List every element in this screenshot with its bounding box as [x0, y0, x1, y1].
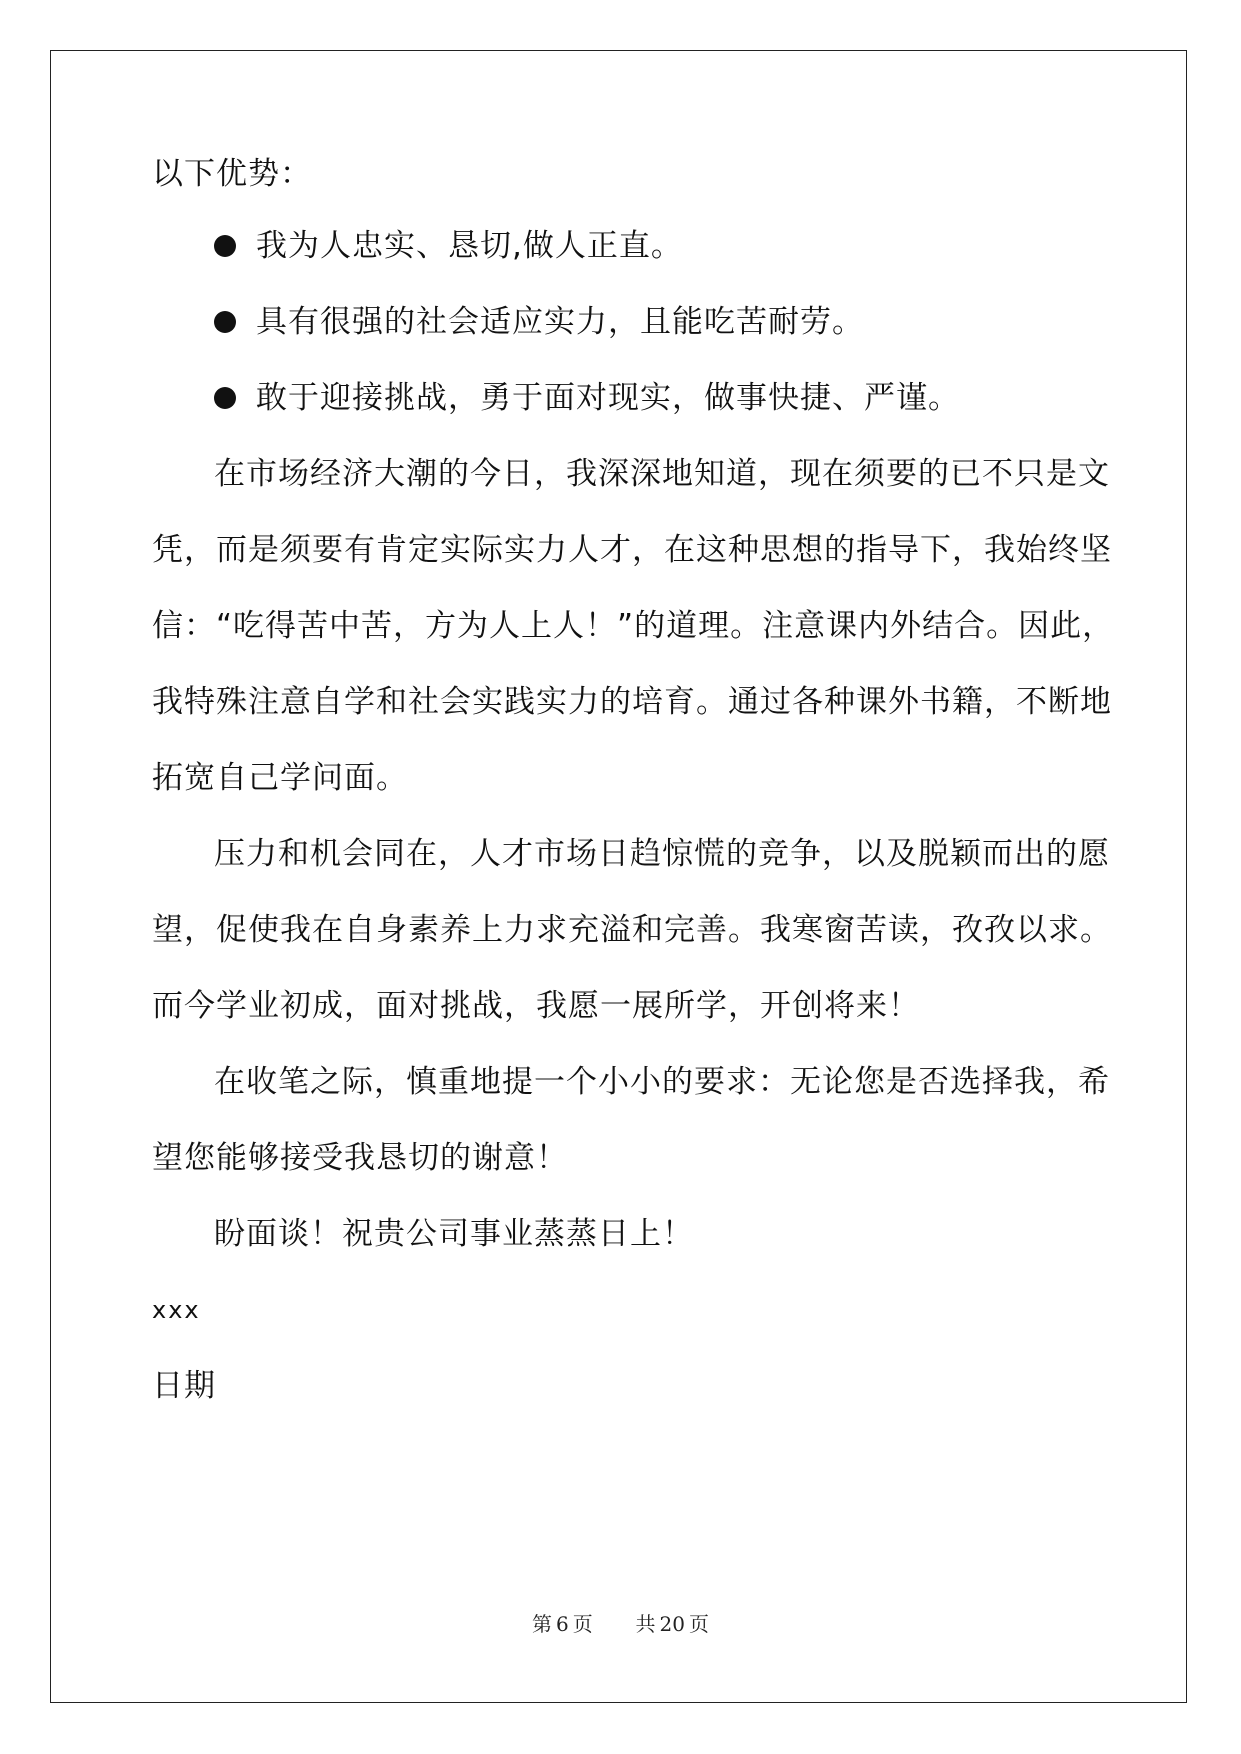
paragraph-line: 拓宽自己学问面。 [152, 760, 408, 796]
paragraph-line: 我特殊注意自学和社会实践实力的培育。通过各种课外书籍，不断地 [152, 684, 1112, 720]
total-suffix: 页 [688, 1612, 709, 1636]
bullet-dot-icon [214, 235, 236, 257]
intro-line: 以下优势： [152, 156, 312, 192]
page-footer [0, 1608, 1241, 1637]
page-number: 6 [556, 1612, 569, 1636]
page-prefix: 第 [532, 1612, 553, 1636]
closing-line: 盼面谈！祝贵公司事业蒸蒸日上！ [214, 1216, 694, 1252]
total-prefix: 共 [635, 1612, 656, 1636]
paragraph-line: 压力和机会同在，人才市场日趋惊慌的竞争，以及脱颖而出的愿 [214, 836, 1110, 872]
signature: xxx [152, 1296, 201, 1324]
bullet-text: 我为人忠实、恳切,做人正直。 [256, 228, 683, 264]
paragraph-line: 而今学业初成，面对挑战，我愿一展所学，开创将来！ [152, 988, 920, 1024]
bullet-item [214, 226, 683, 266]
page-border [50, 50, 1187, 1703]
paragraph-line: 信：“吃得苦中苦，方为人上人！”的道理。注意课内外结合。因此， [152, 608, 1115, 644]
paragraph-line: 凭，而是须要有肯定实际实力人才，在这种思想的指导下，我始终坚 [152, 532, 1112, 568]
bullet-item [214, 378, 960, 418]
bullet-dot-icon [214, 311, 236, 333]
paragraph-line: 在收笔之际，慎重地提一个小小的要求：无论您是否选择我，希 [214, 1064, 1110, 1100]
bullet-text: 敢于迎接挑战，勇于面对现实，做事快捷、严谨。 [256, 380, 960, 416]
bullet-item [214, 302, 864, 342]
paragraph-line: 在市场经济大潮的今日，我深深地知道，现在须要的已不只是文 [214, 456, 1110, 492]
paragraph-line: 望您能够接受我恳切的谢意！ [152, 1140, 568, 1176]
bullet-dot-icon [214, 387, 236, 409]
date-label: 日期 [152, 1368, 216, 1404]
bullet-text: 具有很强的社会适应实力，且能吃苦耐劳。 [256, 304, 864, 340]
page-suffix: 页 [572, 1612, 593, 1636]
paragraph-line: 望，促使我在自身素养上力求充溢和完善。我寒窗苦读，孜孜以求。 [152, 912, 1112, 948]
total-pages: 20 [659, 1612, 685, 1636]
